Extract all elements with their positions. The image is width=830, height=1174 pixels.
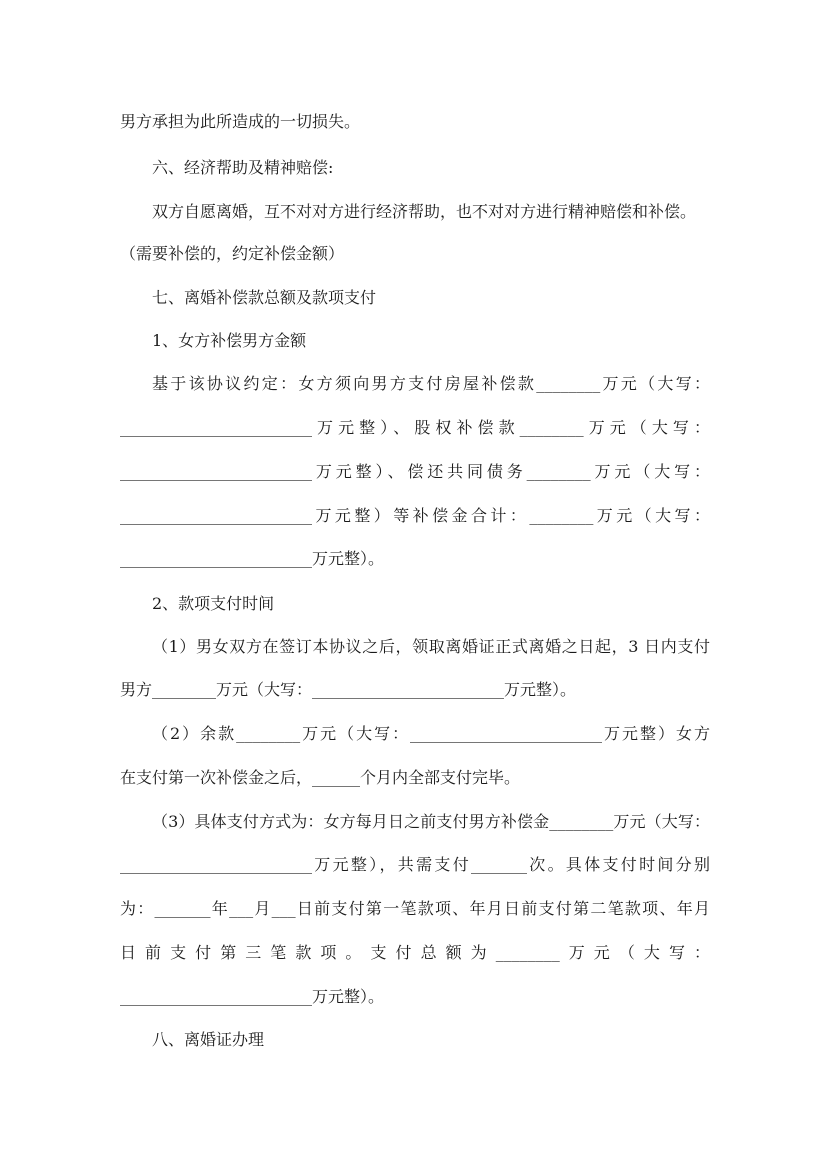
text-line-1: 男方承担为此所造成的一切损失。	[120, 112, 361, 131]
section-heading-8: 八、离婚证办理	[152, 1030, 265, 1049]
text-line-10: ________________________万元整）等补偿金合计：________万元（大写：	[120, 506, 710, 525]
text-line-3: 双方自愿离婚，互不对对方进行经济帮助，也不对对方进行精神赔偿和补偿。	[152, 202, 697, 221]
text-line-20: 日前支付第三笔款项。支付总额为________万元（大写：	[120, 943, 710, 962]
text-line-4: （需要补偿的，约定补偿金额）	[120, 244, 345, 263]
text-line-19: 为：_______年___月___日前支付第一笔款项、年月日前支付第二笔款项、年月	[120, 899, 710, 918]
text-line-21: ________________________万元整）。	[120, 987, 385, 1006]
text-line-15: （2）余款________万元（大写：________________________万元整）女方	[152, 724, 710, 743]
subsection-heading-1: 1、女方补偿男方金额	[152, 331, 307, 350]
subsection-heading-2: 2、款项支付时间	[152, 594, 275, 613]
section-heading-7: 七、离婚补偿款总额及款项支付	[152, 288, 377, 307]
text-line-14: 男方________万元（大写：________________________万元整）。	[120, 680, 577, 699]
text-line-7: 基于该协议约定：女方须向男方支付房屋补偿款________万元（大写：	[152, 374, 710, 393]
text-line-18: ________________________万元整），共需支付_______次。具体支付时间分别	[120, 855, 710, 874]
text-line-17: （3）具体支付方式为：女方每月日之前支付男方补偿金________万元（大写：	[152, 812, 710, 831]
text-line-8: ________________________万元整）、股权补偿款________万元（大写：	[120, 418, 710, 437]
text-line-11: ________________________万元整）。	[120, 549, 385, 568]
text-line-13: （1）男女双方在签订本协议之后，领取离婚证正式离婚之日起，3 日内支付	[152, 637, 710, 656]
text-line-16: 在支付第一次补偿金之后，______个月内全部支付完毕。	[120, 768, 521, 787]
text-line-9: ________________________万元整）、偿还共同债务________万元（大写：	[120, 462, 710, 481]
section-heading-6: 六、经济帮助及精神赔偿:	[152, 158, 334, 177]
